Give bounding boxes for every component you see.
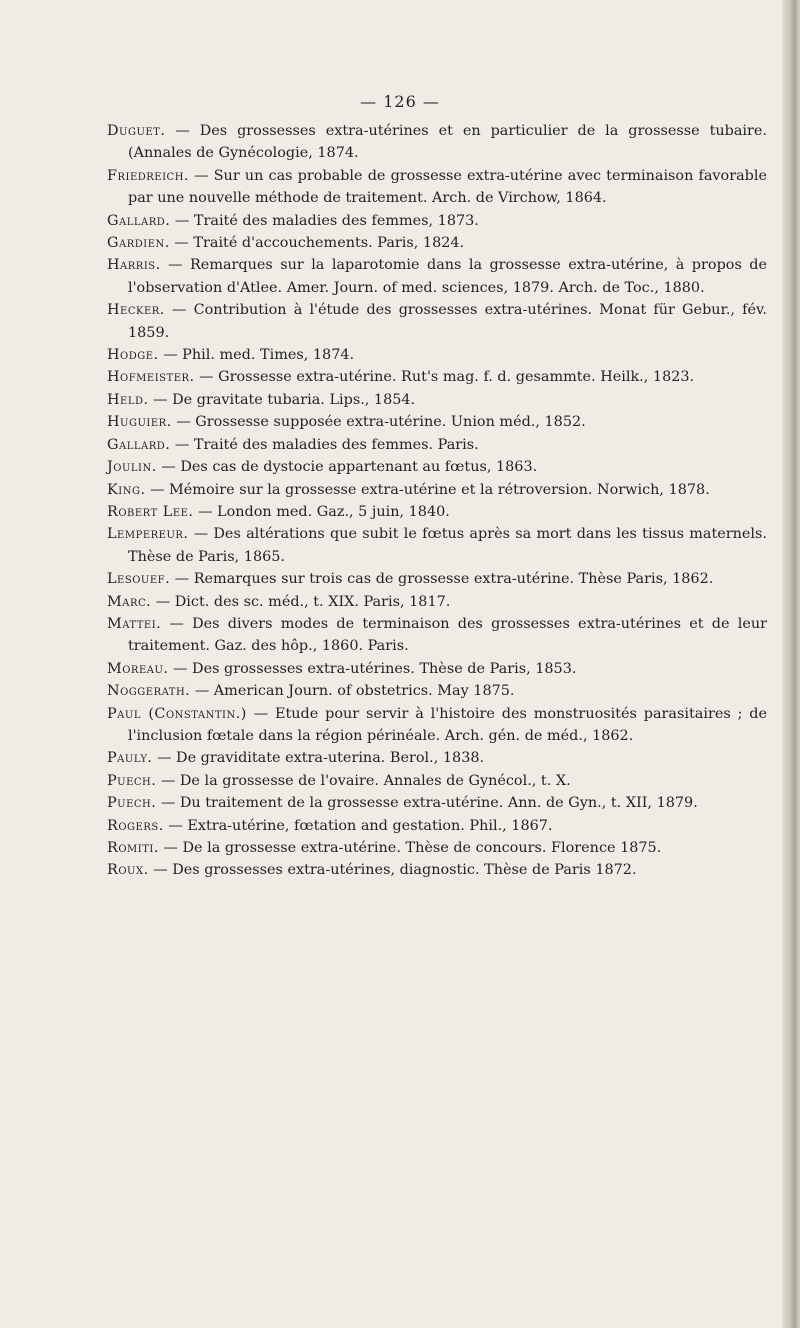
entry-author: Held.	[107, 391, 149, 408]
entry-text: — Remarques sur la laparotomie dans la grossesse extra-utérine, à propos de l'observation d'Atlee. Amer. Journ. of med. sciences, 1879. Arch. de Toc., 1880.	[128, 257, 767, 296]
bibliography-entry	[107, 859, 767, 881]
entry-text: — Des grossesses extra-utérines et en particulier de la grossesse tubaire. (Annales de Gynécologie, 1874.	[128, 123, 767, 162]
entry-author: Huguier.	[107, 414, 172, 431]
bibliography-entry	[107, 680, 767, 702]
bibliography-entry	[107, 591, 767, 613]
bibliography-entry	[107, 165, 767, 210]
bibliography-entry	[107, 389, 767, 411]
entry-author: Moreau.	[107, 660, 169, 677]
entry-text: — Traité des maladies des femmes. Paris.	[170, 436, 479, 453]
entry-text: — Mémoire sur la grossesse extra-utérine et la rétroversion. Norwich, 1878.	[145, 481, 710, 498]
bibliography-entry	[107, 568, 767, 590]
entry-text: — De gravitate tubaria. Lips., 1854.	[148, 391, 416, 408]
entry-text: — Grossesse supposée extra-utérine. Union méd., 1852.	[171, 414, 586, 431]
entry-author: Paul (Constantin.)	[107, 705, 247, 722]
bibliography-entry	[107, 210, 767, 232]
entry-text: — Des grossesses extra-utérines. Thèse de Paris, 1853.	[168, 660, 577, 677]
bibliography-entry	[107, 770, 767, 792]
entry-text: — Etude pour servir à l'histoire des monstruosités parasitaires ; de l'inclusion fœtale dans la région périnéale. Arch. gén. de méd., 1862.	[128, 705, 768, 744]
entry-author: Gardien.	[107, 235, 170, 252]
bibliography-entry	[107, 658, 767, 680]
entry-author: Robert Lee.	[107, 503, 194, 520]
bibliography-entry	[107, 366, 767, 388]
entry-author: Roux.	[107, 862, 149, 879]
entry-text: — Sur un cas probable de grossesse extra-utérine avec terminaison favorable par une nouvelle méthode de traitement. Arch. de Virchow, 1864.	[128, 167, 767, 207]
entry-author: Hofmeister.	[107, 369, 195, 386]
entry-author: Hodge.	[107, 347, 159, 364]
entry-text: — Des divers modes de terminaison des grossesses extra-utérines et de leur traitement. Gaz. des hôp., 1860. Paris.	[128, 615, 767, 655]
entry-text: — Dict. des sc. méd., t. XIX. Paris, 1817.	[151, 593, 451, 610]
bibliography-entry	[107, 815, 767, 837]
entry-author: Gallard.	[107, 436, 171, 453]
entry-author: Marc.	[107, 593, 152, 610]
entry-author: Harris.	[107, 257, 161, 274]
entry-text: — Des altérations que subit le fœtus après sa mort dans les tissus maternels. Thèse de Paris, 1865.	[128, 526, 767, 565]
entry-text: — Phil. med. Times, 1874.	[158, 347, 355, 364]
entry-text: — American Journ. of obstetrics. May 1875.	[190, 683, 515, 700]
entry-author: Friedreich.	[107, 167, 190, 184]
bibliography-entry	[107, 703, 767, 748]
bibliography-entry	[107, 837, 767, 859]
bibliography-entry	[107, 254, 767, 299]
entry-author: Puech.	[107, 772, 157, 789]
entry-author: Gallard.	[107, 212, 171, 229]
bibliography-entry	[107, 344, 767, 366]
bibliography-list	[107, 120, 767, 882]
entry-author: Puech.	[107, 795, 157, 812]
entry-author: Noggerath.	[107, 683, 191, 700]
entry-text: — Des grossesses extra-utérines, diagnostic. Thèse de Paris 1872.	[148, 862, 637, 879]
entry-author: Rogers.	[107, 817, 164, 834]
bibliography-entry	[107, 456, 767, 478]
entry-text: — Extra-utérine, fœtation and gestation. Phil., 1867.	[163, 817, 553, 834]
entry-text: — Traité des maladies des femmes, 1873.	[170, 212, 479, 229]
entry-text: — Des cas de dystocie appartenant au fœtus, 1863.	[156, 459, 538, 476]
entry-text: — Contribution à l'étude des grossesses extra-utérines. Monat für Gebur., fév. 1859.	[128, 302, 767, 341]
entry-text: — De la grossesse extra-utérine. Thèse de concours. Florence 1875.	[158, 840, 662, 856]
entry-text: — Traité d'accouchements. Paris, 1824.	[169, 235, 465, 252]
bibliography-entry	[107, 479, 767, 501]
bibliography-entry	[107, 613, 767, 658]
entry-text: — Du traitement de la grossesse extra-utérine. Ann. de Gyn., t. XII, 1879.	[156, 795, 698, 812]
entry-author: Pauly.	[107, 750, 153, 767]
bibliography-entry	[107, 523, 767, 568]
entry-text: — Remarques sur trois cas de grossesse extra-utérine. Thèse Paris, 1862.	[170, 571, 714, 588]
bibliography-entry	[107, 747, 767, 769]
bibliography-entry	[107, 299, 767, 344]
entry-author: Lempereur.	[107, 526, 189, 543]
entry-text: — De la grossesse de l'ovaire. Annales de Gynécol., t. X.	[156, 772, 571, 789]
entry-author: Mattei.	[107, 615, 162, 632]
entry-author: King.	[107, 481, 146, 498]
entry-author: Romiti.	[107, 840, 159, 856]
entry-author: Duguet.	[107, 123, 166, 139]
bibliography-entry	[107, 501, 767, 523]
entry-text: — De graviditate extra-uterina. Berol., 1838.	[152, 750, 485, 767]
bibliography-entry	[107, 232, 767, 254]
bibliography-entry	[107, 120, 767, 165]
entry-author: Hecker.	[107, 302, 165, 319]
page-edge	[782, 0, 800, 1328]
entry-text: — Grossesse extra-utérine. Rut's mag. f. d. gesammte. Heilk., 1823.	[194, 369, 695, 386]
bibliography-entry	[107, 434, 767, 456]
bibliography-entry	[107, 411, 767, 433]
bibliography-entry	[107, 792, 767, 814]
page-number: — 126 —	[360, 92, 440, 111]
entry-author: Joulin.	[107, 459, 157, 476]
entry-author: Lesouef.	[107, 571, 171, 588]
entry-text: — London med. Gaz., 5 juin, 1840.	[193, 503, 450, 520]
